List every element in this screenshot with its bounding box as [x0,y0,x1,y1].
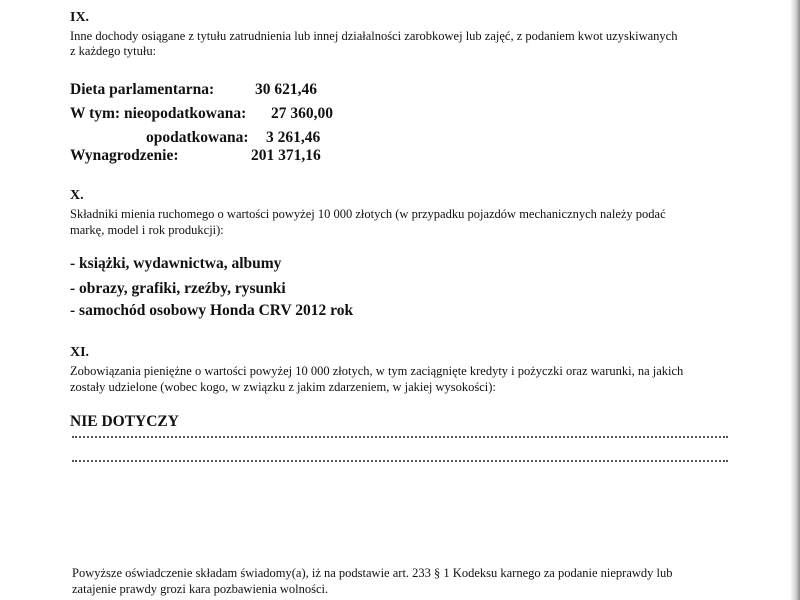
section-x-description-line2: markę, model i rok produkcji): [70,223,224,237]
dotted-fill-line [72,460,728,462]
section-xi-description-line1: Zobowiązania pieniężne o wartości powyżej 10 000 złotych, w tym zaciągnięte kredyty i pożyczki oraz warunki, na jakich [70,364,684,378]
section-x-heading: X. [70,188,84,203]
movable-property-item: - książki, wydawnictwa, albumy [70,255,282,272]
declaration-statement-line2: zatajenie prawdy grozi kara pozbawienia wolności. [72,582,329,596]
income-label-nieopodatkowana: W tym: nieopodatkowana: [70,105,247,122]
section-xi-heading: XI. [70,345,90,360]
movable-property-item: - samochód osobowy Honda CRV 2012 rok [70,302,354,319]
income-label-opodatkowana: opodatkowana: [146,129,249,146]
income-value-dieta: 30 621,46 [255,81,317,98]
income-value-opodatkowana: 3 261,46 [266,129,321,146]
section-ix-heading: IX. [70,10,90,25]
section-xi-description-line2: zostały udzielone (wobec kogo, w związku z jakim zdarzeniem, w jakiej wysokości): [70,380,496,394]
section-x-description-line1: Składniki mienia ruchomego o wartości powyżej 10 000 złotych (w przypadku pojazdów mechanicznych należy podać [70,207,666,221]
section-xi-answer: NIE DOTYCZY [70,413,179,430]
income-value-nieopodatkowana: 27 360,00 [271,105,333,122]
income-label-wynagrodzenie: Wynagrodzenie: [70,147,179,164]
section-ix-description-line1: Inne dochody osiągane z tytułu zatrudnienia lub innej działalności zarobkowej lub zajęć, z podaniem kwot uzyskiwanych [70,29,678,43]
movable-property-item: - obrazy, grafiki, rzeźby, rysunki [70,280,286,297]
income-label-dieta: Dieta parlamentarna: [70,81,215,98]
declaration-statement-line1: Powyższe oświadczenie składam świadomy(a), iż na podstawie art. 233 § 1 Kodeksu karnego za podanie nieprawdy lub [72,566,673,580]
income-value-wynagrodzenie: 201 371,16 [251,147,321,164]
page-edge-shadow [790,0,800,600]
section-ix-description-line2: z każdego tytułu: [70,44,157,58]
dotted-fill-line [72,436,728,438]
